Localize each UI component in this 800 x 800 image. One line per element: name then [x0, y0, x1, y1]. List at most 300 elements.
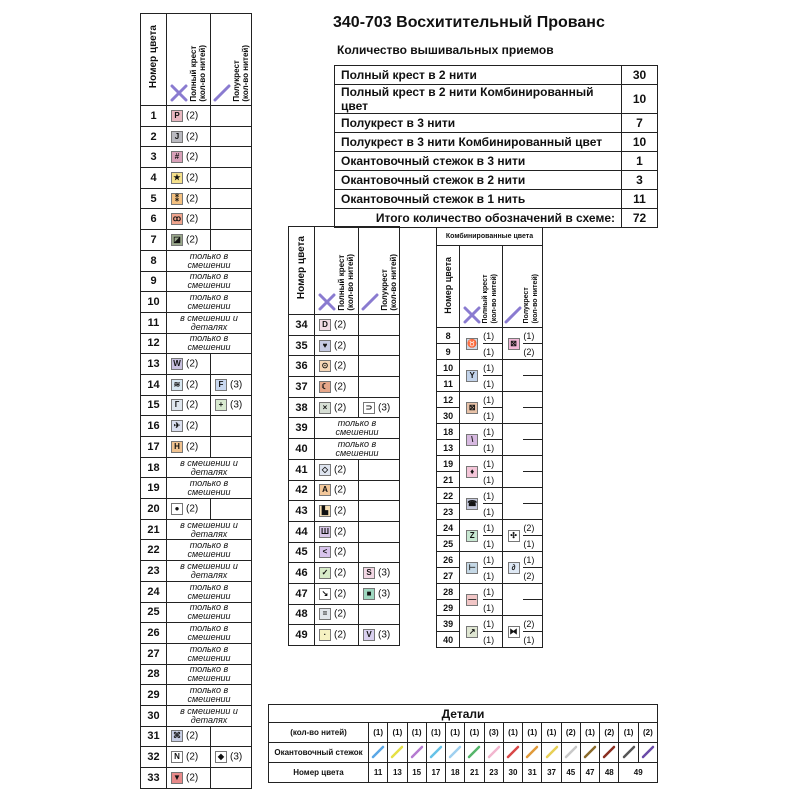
- detail-stitch: [426, 743, 445, 763]
- full-cross-threads: (1): [483, 424, 502, 440]
- color-number: 11: [141, 312, 167, 333]
- half-cross-cell: [211, 437, 252, 458]
- full-cross-symbol: ×: [319, 402, 331, 414]
- half-cross-symbol: ⊃: [363, 402, 375, 414]
- header-number: [289, 227, 315, 315]
- combo-title: Комбинированные цвета: [437, 228, 543, 246]
- full-cross-symbol: ▙: [319, 505, 331, 517]
- half-cross-threads: [523, 472, 542, 488]
- legend-row: [141, 374, 252, 395]
- details-title-row: [269, 705, 658, 723]
- legend-header: [141, 14, 252, 106]
- color-number: 23: [141, 561, 167, 582]
- detail-color-number: 48: [600, 763, 619, 783]
- combo-row: [437, 632, 543, 648]
- color-number: 38: [289, 397, 315, 418]
- full-cross-symbol: W: [171, 358, 183, 370]
- full-cross-label: Полный крест: [337, 255, 346, 311]
- half-cross-threads: [523, 456, 542, 472]
- detail-threads: (1): [580, 723, 599, 743]
- detail-threads: (1): [619, 723, 638, 743]
- full-cross-symbol: N: [171, 751, 183, 763]
- header-full-label: [337, 254, 355, 311]
- page-title: 340-703 Восхитительный Прованс: [333, 14, 605, 31]
- counts-label: Окантовочный стежок в 2 нити: [335, 171, 622, 190]
- half-cross-cell: [211, 230, 252, 251]
- legend-row: [141, 478, 252, 499]
- full-cross-threads: (1): [483, 536, 502, 552]
- legend-row: [289, 480, 400, 501]
- color-number: 15: [141, 395, 167, 416]
- full-cross-threads: (2): [334, 402, 347, 414]
- full-cross-cell: [167, 395, 211, 416]
- full-cross-threads: (2): [186, 131, 199, 143]
- color-number: 39: [437, 616, 460, 632]
- color-number: 7: [141, 230, 167, 251]
- stitch-line-icon: [621, 745, 637, 759]
- mix-note: только в смешении: [315, 439, 400, 460]
- full-cross-cell: [315, 315, 359, 336]
- combo-title-row: [437, 228, 543, 246]
- color-number: 13: [141, 354, 167, 375]
- half-cross-threads: [523, 408, 542, 424]
- color-number: 30: [141, 705, 167, 726]
- half-cross-symbol: ⧓: [509, 626, 518, 636]
- full-cross-threads: (1): [483, 600, 502, 616]
- half-cross-cell: [359, 604, 400, 625]
- half-cross-label: Полукрест: [231, 60, 241, 102]
- full-cross-symbol: ♦: [466, 466, 478, 478]
- full-cross-cell: [167, 416, 211, 437]
- half-cross-symbol-cell: [502, 456, 523, 488]
- color-number: 14: [141, 374, 167, 395]
- full-cross-symbol: ⁑: [171, 193, 183, 205]
- combo-row: [437, 376, 543, 392]
- header-half: [211, 14, 252, 106]
- half-cross-cell: [211, 395, 252, 416]
- counts-row: [335, 114, 658, 133]
- legend-row: [141, 768, 252, 789]
- detail-threads: (1): [369, 723, 388, 743]
- legend-row: [141, 519, 252, 540]
- combo-row: [437, 504, 543, 520]
- detail-stitch: [561, 743, 580, 763]
- color-number: 34: [289, 315, 315, 336]
- half-cross-cell: [211, 147, 252, 168]
- full-cross-symbol: J: [171, 131, 183, 143]
- full-cross-threads: (2): [186, 151, 199, 163]
- color-number: 26: [141, 623, 167, 644]
- full-cross-symbol: ⊙: [319, 360, 331, 372]
- half-cross-threads: [523, 488, 542, 504]
- full-cross-icon: [318, 293, 336, 311]
- color-number: 41: [289, 459, 315, 480]
- color-number: 5: [141, 188, 167, 209]
- details-threads-row: [269, 723, 658, 743]
- full-cross-threads: (2): [186, 731, 199, 743]
- half-cross-symbol-cell: [502, 520, 523, 552]
- full-cross-threads: (1): [483, 568, 502, 584]
- mix-note: только в смешении: [167, 478, 252, 499]
- full-cross-cell: [167, 188, 211, 209]
- detail-color-number: 37: [542, 763, 561, 783]
- half-cross-threads: (2): [523, 568, 542, 584]
- detail-color-number: 21: [465, 763, 484, 783]
- full-cross-threads: (2): [186, 503, 199, 515]
- full-cross-symbol: P: [171, 110, 183, 122]
- half-cross-cell: [211, 726, 252, 747]
- full-cross-threads: (2): [334, 340, 347, 352]
- full-cross-cell: [315, 583, 359, 604]
- details-number-label: Номер цвета: [269, 763, 369, 783]
- full-cross-symbol-cell: [460, 584, 483, 616]
- color-number: 25: [437, 536, 460, 552]
- counts-row: [335, 85, 658, 114]
- combo-row: [437, 328, 543, 344]
- header-full: [460, 246, 502, 328]
- legend-row: [289, 397, 400, 418]
- counts-row: [335, 133, 658, 152]
- mix-note: только в смешении: [167, 250, 252, 271]
- counts-total-row: [335, 209, 658, 228]
- counts-total-value: 72: [622, 209, 658, 228]
- detail-stitch: [638, 743, 657, 763]
- detail-color-number: 15: [407, 763, 426, 783]
- stitch-line-icon: [409, 745, 425, 759]
- details-title: Детали: [269, 705, 658, 723]
- full-cross-symbol: ☎: [467, 498, 478, 508]
- header-full: [315, 227, 359, 315]
- legend-header: [289, 227, 400, 315]
- full-cross-symbol-cell: [460, 456, 483, 488]
- half-cross-symbol: V: [363, 629, 375, 641]
- full-cross-sub: (кол-во нитей): [198, 45, 207, 102]
- color-number: 1: [141, 106, 167, 127]
- legend-row: [289, 439, 400, 460]
- full-cross-symbol-cell: [460, 552, 483, 584]
- half-cross-threads: (2): [523, 616, 542, 632]
- half-cross-threads: (1): [523, 536, 542, 552]
- details-table: [268, 704, 658, 783]
- detail-color-number: 47: [580, 763, 599, 783]
- mix-note: в смешении и деталях: [167, 312, 252, 333]
- legend-row: [289, 604, 400, 625]
- header-full-label: [189, 45, 207, 102]
- stitch-line-icon: [544, 745, 560, 759]
- half-cross-threads: [523, 424, 542, 440]
- half-cross-threads: (3): [230, 751, 243, 763]
- combo-row: [437, 600, 543, 616]
- counts-total-label: Итого количество обозначений в схеме:: [335, 209, 622, 228]
- counts-label: Полукрест в 3 нити Комбинированный цвет: [335, 133, 622, 152]
- color-number: 36: [289, 356, 315, 377]
- color-number: 22: [437, 488, 460, 504]
- half-cross-symbol: ✣: [508, 530, 520, 542]
- detail-threads: (1): [542, 723, 561, 743]
- full-cross-cell: [315, 335, 359, 356]
- counts-value: 10: [622, 85, 658, 114]
- counts-row: [335, 152, 658, 171]
- half-cross-cell: [359, 315, 400, 336]
- full-cross-symbol: H: [171, 441, 183, 453]
- color-number: 31: [141, 726, 167, 747]
- color-number: 40: [289, 439, 315, 460]
- full-cross-symbol: #: [171, 151, 183, 163]
- combo-table: [436, 227, 543, 648]
- detail-color-number: 11: [369, 763, 388, 783]
- color-number: 42: [289, 480, 315, 501]
- half-cross-symbol-cell: [502, 488, 523, 520]
- full-cross-symbol-cell: [460, 520, 483, 552]
- legend-row: [141, 499, 252, 520]
- full-cross-threads: (1): [483, 584, 502, 600]
- color-number: 19: [437, 456, 460, 472]
- half-cross-label: Полукрест: [523, 287, 531, 324]
- full-cross-symbol: ↗: [466, 626, 478, 638]
- color-number: 43: [289, 501, 315, 522]
- half-cross-cell: [359, 377, 400, 398]
- full-cross-threads: (2): [186, 772, 199, 784]
- detail-color-number: 17: [426, 763, 445, 783]
- full-cross-symbol: Г: [171, 399, 183, 411]
- header-number-label: Номер цвета: [148, 25, 159, 89]
- full-cross-threads: (2): [186, 193, 199, 205]
- half-cross-sub: (кол-во нитей): [532, 274, 540, 324]
- full-cross-cell: [315, 356, 359, 377]
- detail-threads: (2): [561, 723, 580, 743]
- full-cross-symbol-cell: [460, 488, 483, 520]
- half-cross-cell: [359, 335, 400, 356]
- color-number: 9: [437, 344, 460, 360]
- color-number: 23: [437, 504, 460, 520]
- full-cross-symbol: D: [319, 319, 331, 331]
- half-cross-cell: [359, 480, 400, 501]
- legend-row: [141, 106, 252, 127]
- full-cross-cell: [167, 106, 211, 127]
- full-cross-threads: (2): [186, 213, 199, 225]
- stitch-line-icon: [447, 745, 463, 759]
- detail-threads: (1): [465, 723, 484, 743]
- color-number: 49: [289, 625, 315, 646]
- half-cross-symbol-cell: [502, 584, 523, 616]
- counts-value: 3: [622, 171, 658, 190]
- detail-threads: (2): [600, 723, 619, 743]
- detail-threads: (1): [446, 723, 465, 743]
- full-cross-cell: [167, 726, 211, 747]
- full-cross-cell: [315, 397, 359, 418]
- full-cross-threads: (1): [483, 552, 502, 568]
- detail-color-number: 23: [484, 763, 503, 783]
- full-cross-label: Полный крест: [482, 275, 489, 324]
- full-cross-threads: (1): [483, 632, 502, 648]
- detail-stitch: [580, 743, 599, 763]
- full-cross-cell: [315, 480, 359, 501]
- full-cross-threads: (2): [334, 381, 347, 393]
- full-cross-threads: (2): [334, 526, 347, 538]
- half-cross-symbol-cell: [502, 552, 523, 584]
- color-number: 45: [289, 542, 315, 563]
- full-cross-threads: (1): [483, 360, 502, 376]
- half-cross-cell: [211, 106, 252, 127]
- full-cross-symbol-cell: [460, 328, 483, 360]
- half-cross-label: Полукрест: [379, 269, 389, 311]
- header-number-label: Номер цвета: [296, 236, 307, 300]
- detail-stitch: [542, 743, 561, 763]
- half-cross-cell: [359, 521, 400, 542]
- color-number: 33: [141, 768, 167, 789]
- combo-row: [437, 568, 543, 584]
- half-cross-threads: [523, 376, 542, 392]
- legend-row: [141, 395, 252, 416]
- full-cross-threads: (2): [334, 319, 347, 331]
- half-cross-icon: [213, 84, 231, 102]
- full-cross-threads: (1): [483, 504, 502, 520]
- full-cross-symbol-cell: [460, 392, 483, 424]
- color-number: 10: [437, 360, 460, 376]
- full-cross-symbol: ✓: [319, 567, 331, 579]
- full-cross-cell: [167, 768, 211, 789]
- detail-threads: (1): [407, 723, 426, 743]
- half-cross-threads: [523, 392, 542, 408]
- full-cross-threads: (2): [186, 379, 199, 391]
- color-number: 37: [289, 377, 315, 398]
- stitch-line-icon: [505, 745, 521, 759]
- stitch-line-icon: [601, 745, 617, 759]
- counts-label: Полукрест в 3 нити: [335, 114, 622, 133]
- detail-color-number: 45: [561, 763, 580, 783]
- detail-color-number: 30: [503, 763, 522, 783]
- full-cross-threads: (2): [186, 110, 199, 122]
- color-number: 2: [141, 126, 167, 147]
- full-cross-cell: [315, 625, 359, 646]
- color-number: 21: [437, 472, 460, 488]
- color-number: 40: [437, 632, 460, 648]
- detail-color-number: 18: [446, 763, 465, 783]
- half-cross-cell: [211, 188, 252, 209]
- full-cross-threads: (2): [186, 172, 199, 184]
- full-cross-threads: (2): [334, 360, 347, 372]
- half-cross-threads: [523, 584, 542, 600]
- counts-heading: Количество вышивальных приемов: [337, 43, 554, 57]
- header-full: [167, 14, 211, 106]
- full-cross-threads: (2): [186, 751, 199, 763]
- half-cross-threads: (3): [378, 629, 391, 641]
- half-cross-cell: [211, 209, 252, 230]
- full-cross-threads: (2): [334, 547, 347, 559]
- detail-threads: (1): [523, 723, 542, 743]
- full-cross-cell: [167, 230, 211, 251]
- combo-row: [437, 536, 543, 552]
- combo-row: [437, 408, 543, 424]
- full-cross-threads: (2): [334, 505, 347, 517]
- color-number: 11: [437, 376, 460, 392]
- stitch-line-icon: [389, 745, 405, 759]
- full-cross-threads: (2): [186, 234, 199, 246]
- half-cross-threads: (3): [230, 379, 243, 391]
- stitch-line-icon: [582, 745, 598, 759]
- counts-row: [335, 171, 658, 190]
- header-half-label: [380, 254, 398, 311]
- half-cross-symbol-cell: [502, 328, 523, 360]
- full-cross-symbol: ⊢: [466, 562, 478, 574]
- half-cross-symbol-cell: [502, 360, 523, 392]
- legend-row: [141, 643, 252, 664]
- full-cross-icon: [170, 84, 188, 102]
- color-number: 18: [437, 424, 460, 440]
- header-number: [437, 246, 460, 328]
- mix-note: в смешении и деталях: [167, 519, 252, 540]
- color-number: 32: [141, 747, 167, 768]
- detail-threads: (1): [426, 723, 445, 743]
- legend-row: [141, 250, 252, 271]
- legend-row: [289, 356, 400, 377]
- color-number: 24: [141, 581, 167, 602]
- detail-color-number: 31: [523, 763, 542, 783]
- legend-row: [289, 315, 400, 336]
- color-number: 39: [289, 418, 315, 439]
- full-cross-threads: (1): [483, 392, 502, 408]
- full-cross-cell: [167, 747, 211, 768]
- half-cross-cell: [211, 416, 252, 437]
- legend-row: [141, 333, 252, 354]
- detail-threads: (1): [388, 723, 407, 743]
- color-number: 27: [437, 568, 460, 584]
- full-cross-threads: (2): [186, 441, 199, 453]
- mix-note: только в смешении: [167, 623, 252, 644]
- mix-note: в смешении и деталях: [167, 705, 252, 726]
- legend-row: [141, 705, 252, 726]
- combo-row: [437, 392, 543, 408]
- legend-row: [289, 459, 400, 480]
- header-half: [359, 227, 400, 315]
- half-cross-symbol: ◆: [215, 751, 227, 763]
- half-cross-symbol-cell: [502, 616, 523, 648]
- header-half-label: [522, 274, 540, 324]
- full-cross-symbol-cell: [460, 616, 483, 648]
- color-number: 29: [437, 600, 460, 616]
- full-cross-cell: [167, 147, 211, 168]
- combo-row: [437, 552, 543, 568]
- full-cross-symbol: ★: [171, 172, 183, 184]
- full-cross-symbol: Z: [466, 530, 478, 542]
- full-cross-sub: (кол-во нитей): [346, 254, 355, 311]
- full-cross-symbol: ·: [319, 629, 331, 641]
- color-number: 47: [289, 583, 315, 604]
- mix-note: только в смешении: [167, 540, 252, 561]
- mix-note: в смешении и деталях: [167, 561, 252, 582]
- half-cross-cell: [359, 397, 400, 418]
- full-cross-symbol: ●: [171, 503, 183, 515]
- full-cross-threads: (2): [334, 567, 347, 579]
- half-cross-threads: (1): [523, 552, 542, 568]
- legend-row: [141, 147, 252, 168]
- full-cross-threads: (2): [334, 588, 347, 600]
- half-cross-icon: [504, 306, 522, 324]
- half-cross-threads: [523, 440, 542, 456]
- details-threads-label: (кол-во нитей): [269, 723, 369, 743]
- detail-stitch: [407, 743, 426, 763]
- color-number: 19: [141, 478, 167, 499]
- legend-row: [289, 521, 400, 542]
- stitch-line-icon: [466, 745, 482, 759]
- legend-row: [289, 418, 400, 439]
- color-number: 9: [141, 271, 167, 292]
- mix-note: только в смешении: [167, 581, 252, 602]
- full-cross-cell: [167, 209, 211, 230]
- color-number: 44: [289, 521, 315, 542]
- half-cross-sub: (кол-во нитей): [240, 45, 250, 102]
- color-number: 8: [437, 328, 460, 344]
